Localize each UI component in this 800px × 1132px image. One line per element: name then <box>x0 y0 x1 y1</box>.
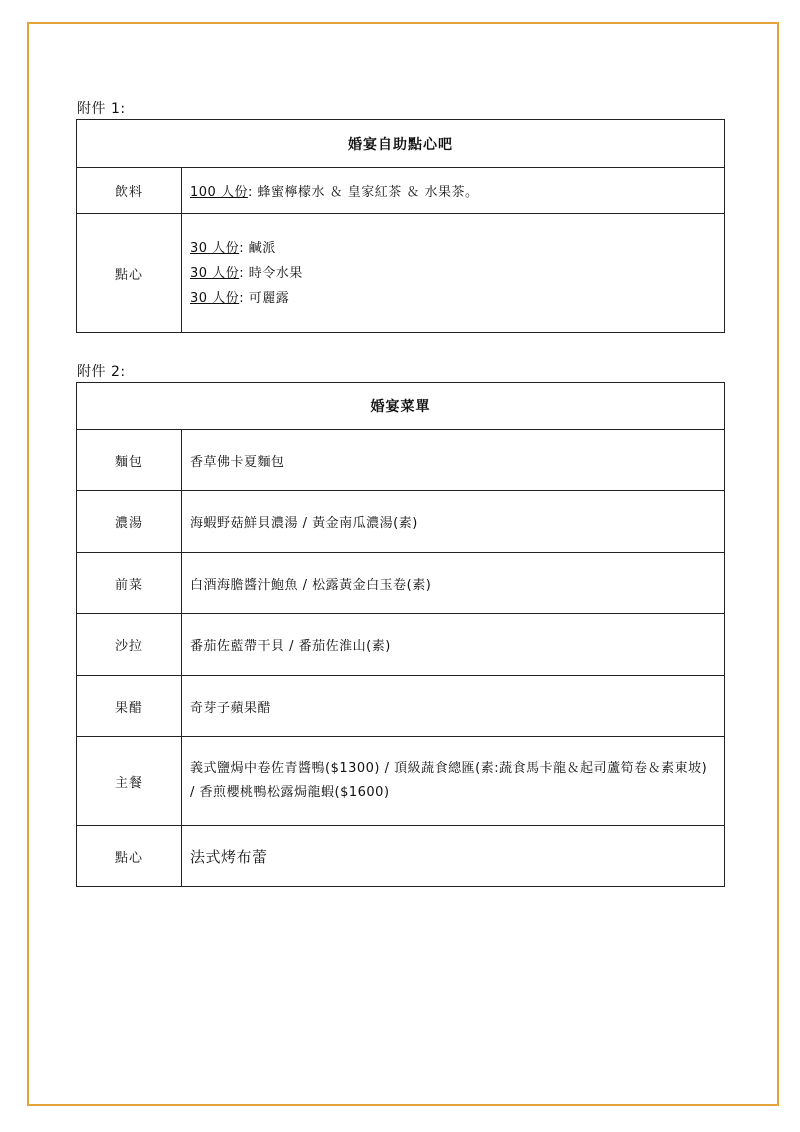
menu-item: 白酒海膽醬汁鮑魚 / 松露黃金白玉卷(素) <box>182 553 725 614</box>
drinks-category: 飲料 <box>77 168 182 214</box>
dessert-bar-title: 婚宴自助點心吧 <box>77 120 725 168</box>
desserts-content <box>182 214 725 333</box>
menu-item: 奇芽子蘋果醋 <box>182 676 725 737</box>
dessert-qty: 30 人份 <box>190 265 240 281</box>
dessert-bar-table <box>76 119 725 333</box>
drinks-qty: 100 人份 <box>190 185 248 200</box>
drinks-content <box>182 168 725 214</box>
dessert-qty: 30 人份 <box>190 290 240 306</box>
annex2-label: 附件 2: <box>77 364 126 380</box>
menu-item: 法式烤布蕾 <box>182 826 725 887</box>
desserts-category: 點心 <box>77 214 182 333</box>
menu-category: 前菜 <box>77 553 182 614</box>
menu-item: 義式鹽焗中卷佐青醬鴨($1300) / 頂級蔬食總匯(素:蔬食馬卡龍＆起司蘆筍卷＆素東坡) / 香煎櫻桃鴨松露焗龍蝦($1600) <box>182 737 725 826</box>
dessert-item: 時令水果 <box>244 265 303 281</box>
menu-item: 番茄佐藍帶干貝 / 番茄佐淮山(素) <box>182 614 725 676</box>
menu-category: 沙拉 <box>77 614 182 676</box>
drinks-items: 蜂蜜檸檬水 ＆ 皇家紅茶 ＆ 水果茶。 <box>252 185 479 200</box>
dessert-line <box>190 286 716 311</box>
menu-item: 海蝦野菇鮮貝濃湯 / 黃金南瓜濃湯(素) <box>182 491 725 553</box>
dessert-qty: 30 人份 <box>190 240 240 256</box>
annex1-label: 附件 1: <box>77 101 126 117</box>
dessert-line <box>190 236 716 261</box>
dessert-sep: : <box>239 290 245 306</box>
menu-category: 果醋 <box>77 676 182 737</box>
menu-category: 麵包 <box>77 430 182 491</box>
dessert-item: 可麗露 <box>244 290 290 306</box>
dessert-line <box>190 261 716 286</box>
drinks-sep: : <box>247 185 253 200</box>
menu-table <box>76 382 725 887</box>
menu-category: 濃湯 <box>77 491 182 553</box>
dessert-item: 鹹派 <box>244 240 276 256</box>
dessert-sep: : <box>239 265 245 281</box>
menu-title: 婚宴菜單 <box>77 383 725 430</box>
menu-category: 主餐 <box>77 737 182 826</box>
menu-category: 點心 <box>77 826 182 887</box>
menu-item: 香草佛卡夏麵包 <box>182 430 725 491</box>
dessert-sep: : <box>239 240 245 256</box>
